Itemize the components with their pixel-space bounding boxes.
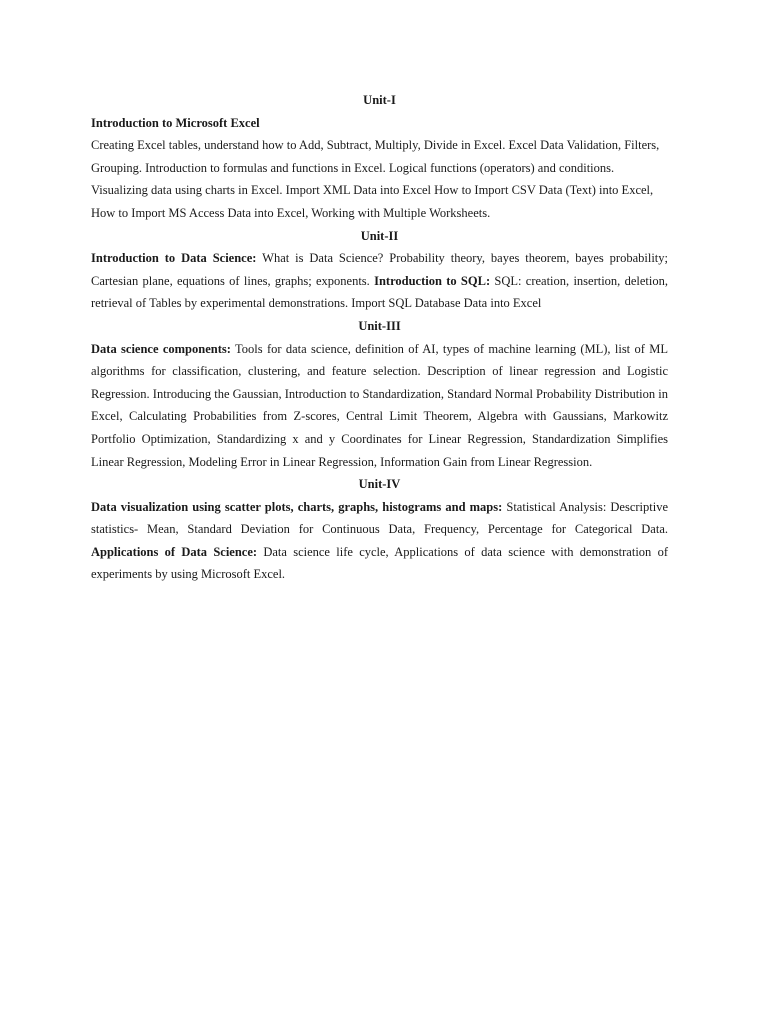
unit-2-body bbox=[91, 247, 668, 315]
unit-4-body bbox=[91, 496, 668, 586]
unit-1-title: Unit-I bbox=[363, 93, 396, 107]
unit-3-lead-components: Data science components: bbox=[91, 341, 231, 356]
unit-4-lead-applications: Applications of Data Science: bbox=[91, 544, 258, 559]
unit-1-heading: Introduction to Microsoft Excel bbox=[91, 115, 260, 130]
unit-3-text-components: Tools for data science, definition of AI, types of machine learning (ML), list of ML algorithms for classification, clustering, and feature selection. Description of linear regression and Logistic Regression. Introducing the Gaussian, Introduction to Standardization, Standard Normal Probability Distribution in Excel, Calculating Probabilities from Z-scores, Central Limit Theorem, Algebra with Gaussians, Markowitz Portfolio Optimization, Standardizing x and y Coordinates for Linear Regression, Standardization Simplifies Linear Regression, Modeling Error in Linear Regression, Information Gain from Linear Regression. bbox=[91, 341, 668, 469]
syllabus-page bbox=[91, 89, 668, 586]
unit-4-section bbox=[91, 473, 668, 586]
unit-2-text-sql: SQL: creation, insertion, deletion, retrieval of Tables by experimental demonstrations. Import SQL Database Data into Excel bbox=[91, 273, 668, 311]
unit-3-body bbox=[91, 338, 668, 474]
unit-4-text-visualization: Statistical Analysis: Descriptive statistics- Mean, Standard Deviation for Continuous Data, Frequency, Percentage for Categorical Data. bbox=[91, 499, 669, 537]
unit-4-title: Unit-IV bbox=[358, 477, 401, 492]
unit-1-body: Creating Excel tables, understand how to Add, Subtract, Multiply, Divide in Excel. Excel Data Validation, Filters, Grouping. Introduction to formulas and functions in Excel. Logical functions (operators) and conditions. Visualizing data using charts in Excel. Import XML Data into Excel How to Import CSV Data (Text) into Excel, How to Import MS Access Data into Excel, Working with Multiple Worksheets. bbox=[91, 138, 660, 220]
unit-3-section bbox=[91, 315, 668, 473]
unit-2-lead-sql: Introduction to SQL: bbox=[374, 273, 491, 288]
unit-4-text-applications: Data science life cycle, Applications of data science with demonstration of experiments by using Microsoft Excel. bbox=[91, 544, 668, 582]
unit-3-title: Unit-III bbox=[358, 318, 401, 333]
unit-1-section bbox=[91, 89, 668, 225]
unit-2-lead-data-science: Introduction to Data Science: bbox=[91, 251, 257, 266]
unit-4-lead-visualization: Data visualization using scatter plots, charts, graphs, histograms and maps: bbox=[91, 499, 503, 514]
unit-2-text-data-science: What is Data Science? Probability theory, bayes theorem, bayes probability; Cartesian plane, equations of lines, graphs; exponents. bbox=[91, 251, 668, 288]
unit-2-section bbox=[91, 225, 668, 315]
unit-2-title: Unit-II bbox=[360, 228, 399, 243]
